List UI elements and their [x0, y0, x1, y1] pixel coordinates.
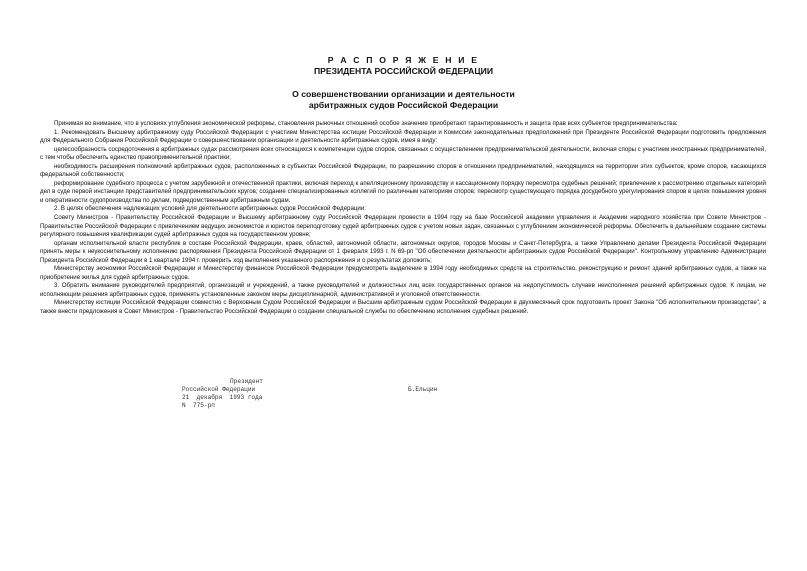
paragraph-item-2-a: Совету Министров - Правительству Российской Федерации и Высшему арбитражному суду Российской Федерации провести в 1994 году на базе Российской академии управления и Академии народного хозяйства при Совете Министров - Правительстве Российской Федерации с привлечением ведущих экономистов и юристов переподготовку судей арбитражных судов с учетом новых задач, связанных с углублением экономической реформы. Обеспечить в дальнейшем создание системы регулярного повышения квалификации судей арбитражных судов на государственном уровне; [40, 214, 766, 239]
paragraph-item-3: 3. Обратить внимание руководителей предприятий, организаций и учреждений, а также руководителей и должностных лиц всех государственных органов на недопустимость случаев неисполнения решений арбитражных судов. К лицам, не исполняющим решения арбитражных судов, применять установленные законом меры дисциплинарной, административной и уголовной ответственности. [40, 282, 766, 298]
paragraph-item-2-c: Министерству экономики Российской Федерации и Министерству финансов Российской Федерации предусмотреть выделение в 1994 году необходимых средств на строительство, реконструкцию и ремонт зданий арбитражных судов, а также на приобретение жилья для судей арбитражных судов. [40, 265, 766, 281]
paragraph-item-1: 1. Рекомендовать Высшему арбитражному суду Российской Федерации с участием Министерства юстиции Российской Федерации и Комиссии законодательных предположений при Президенте Российской Федерации подготовить предложения для Федерального Собрания Российской Федерации о совершенствовании организации и деятельности арбитражных судов, имея в виду: [40, 128, 766, 145]
signature-signer: Б.Ельцин [408, 385, 438, 393]
paragraph-preamble: Принимая во внимание, что в условиях углубления экономической реформы, становления рыночных отношений особое значение приобретают гарантированность и защита прав всех субъектов предпринимательства: [54, 120, 678, 127]
paragraph-item-1-c: реформирование судебного процесса с учетом зарубежной и отечественной практики, включая переход к апелляционному производству и кассационному порядку пересмотра судебных решений; привлечение к рассмотрению отдельных категорий дел в суде первой инстанции представителей предпринимательских кругов; создание специализированных коллегий по различным категориям споров; пересмотр существующего порядка досудебного урегулирования споров в целях повышения уровня и оперативности судопроизводства по делам, подведомственным арбитражным судам. [40, 179, 766, 204]
signature-country: Российской Федерации [182, 385, 256, 393]
signature-position: Президент [230, 378, 263, 385]
heading-line-2: арбитражных судов Российской Федерации [308, 100, 499, 110]
document-date: 21 декабря 1993 года [182, 393, 263, 401]
document-heading [0, 89, 807, 111]
paragraph-item-2: 2. В целях обеспечения надлежащих условий для деятельности арбитражных судов Российской Федерации: [54, 205, 366, 213]
document-header [0, 55, 807, 77]
issuer-title: ПРЕЗИДЕНТА РОССИЙСКОЙ ФЕДЕРАЦИИ [313, 66, 494, 76]
signature-block [182, 378, 602, 410]
paragraph-item-1-b: необходимость расширения полномочий арбитражных судов, расположенных в субъектах Российской Федерации, по разрешению споров в отношении предпринимателей, находящихся на территории этих субъектов, кроме споров, касающихся федеральной собственности; [40, 162, 766, 179]
paragraph-item-3-a: Министерству юстиции Российской Федерации совместно с Верховным Судом Российской Федерации и Высшим арбитражным судом Российской Федерации в двухмесячный срок подготовить проект Закона "Об исполнительном производстве", а также внести предложения в Совет Министров - Правительство Российской Федерации о создании специальной службы по обеспечению исполнения судебных решений. [40, 299, 766, 316]
heading-line-1: О совершенствовании организации и деятельности [292, 89, 515, 99]
paragraph-item-1-a: целесообразность сосредоточения в арбитражных судах рассмотрения всех относящихся к компетенции судов споров, связанных с осуществлением предпринимательской деятельности, включая споры с участием иностранных предпринимателей, с тем чтобы обеспечить единство правоприменительной практики; [40, 145, 766, 162]
document-body [40, 120, 766, 317]
document-type-title: Р А С П О Р Я Ж Е Н И Е [327, 55, 480, 65]
paragraph-item-2-b: органам исполнительной власти республик в составе Российской Федерации, краев, областей, автономной области, автономных округов, городов Москвы и Санкт-Петербурга, а также Управлению делами Президента Российской Федерации принять меры к неукоснительному исполнению распоряжения Президента Российской Федерации от 1 февраля 1993 г. N 69-рп "Об обеспечении деятельности арбитражных судов Российской Федерации". Контрольному управлению Администрации Президента Российской Федерации в 1 квартале 1994 г. проверить ход выполнения указанного распоряжения и о результатах доложить; [40, 239, 766, 264]
document-number: N 775-рп [182, 401, 215, 409]
